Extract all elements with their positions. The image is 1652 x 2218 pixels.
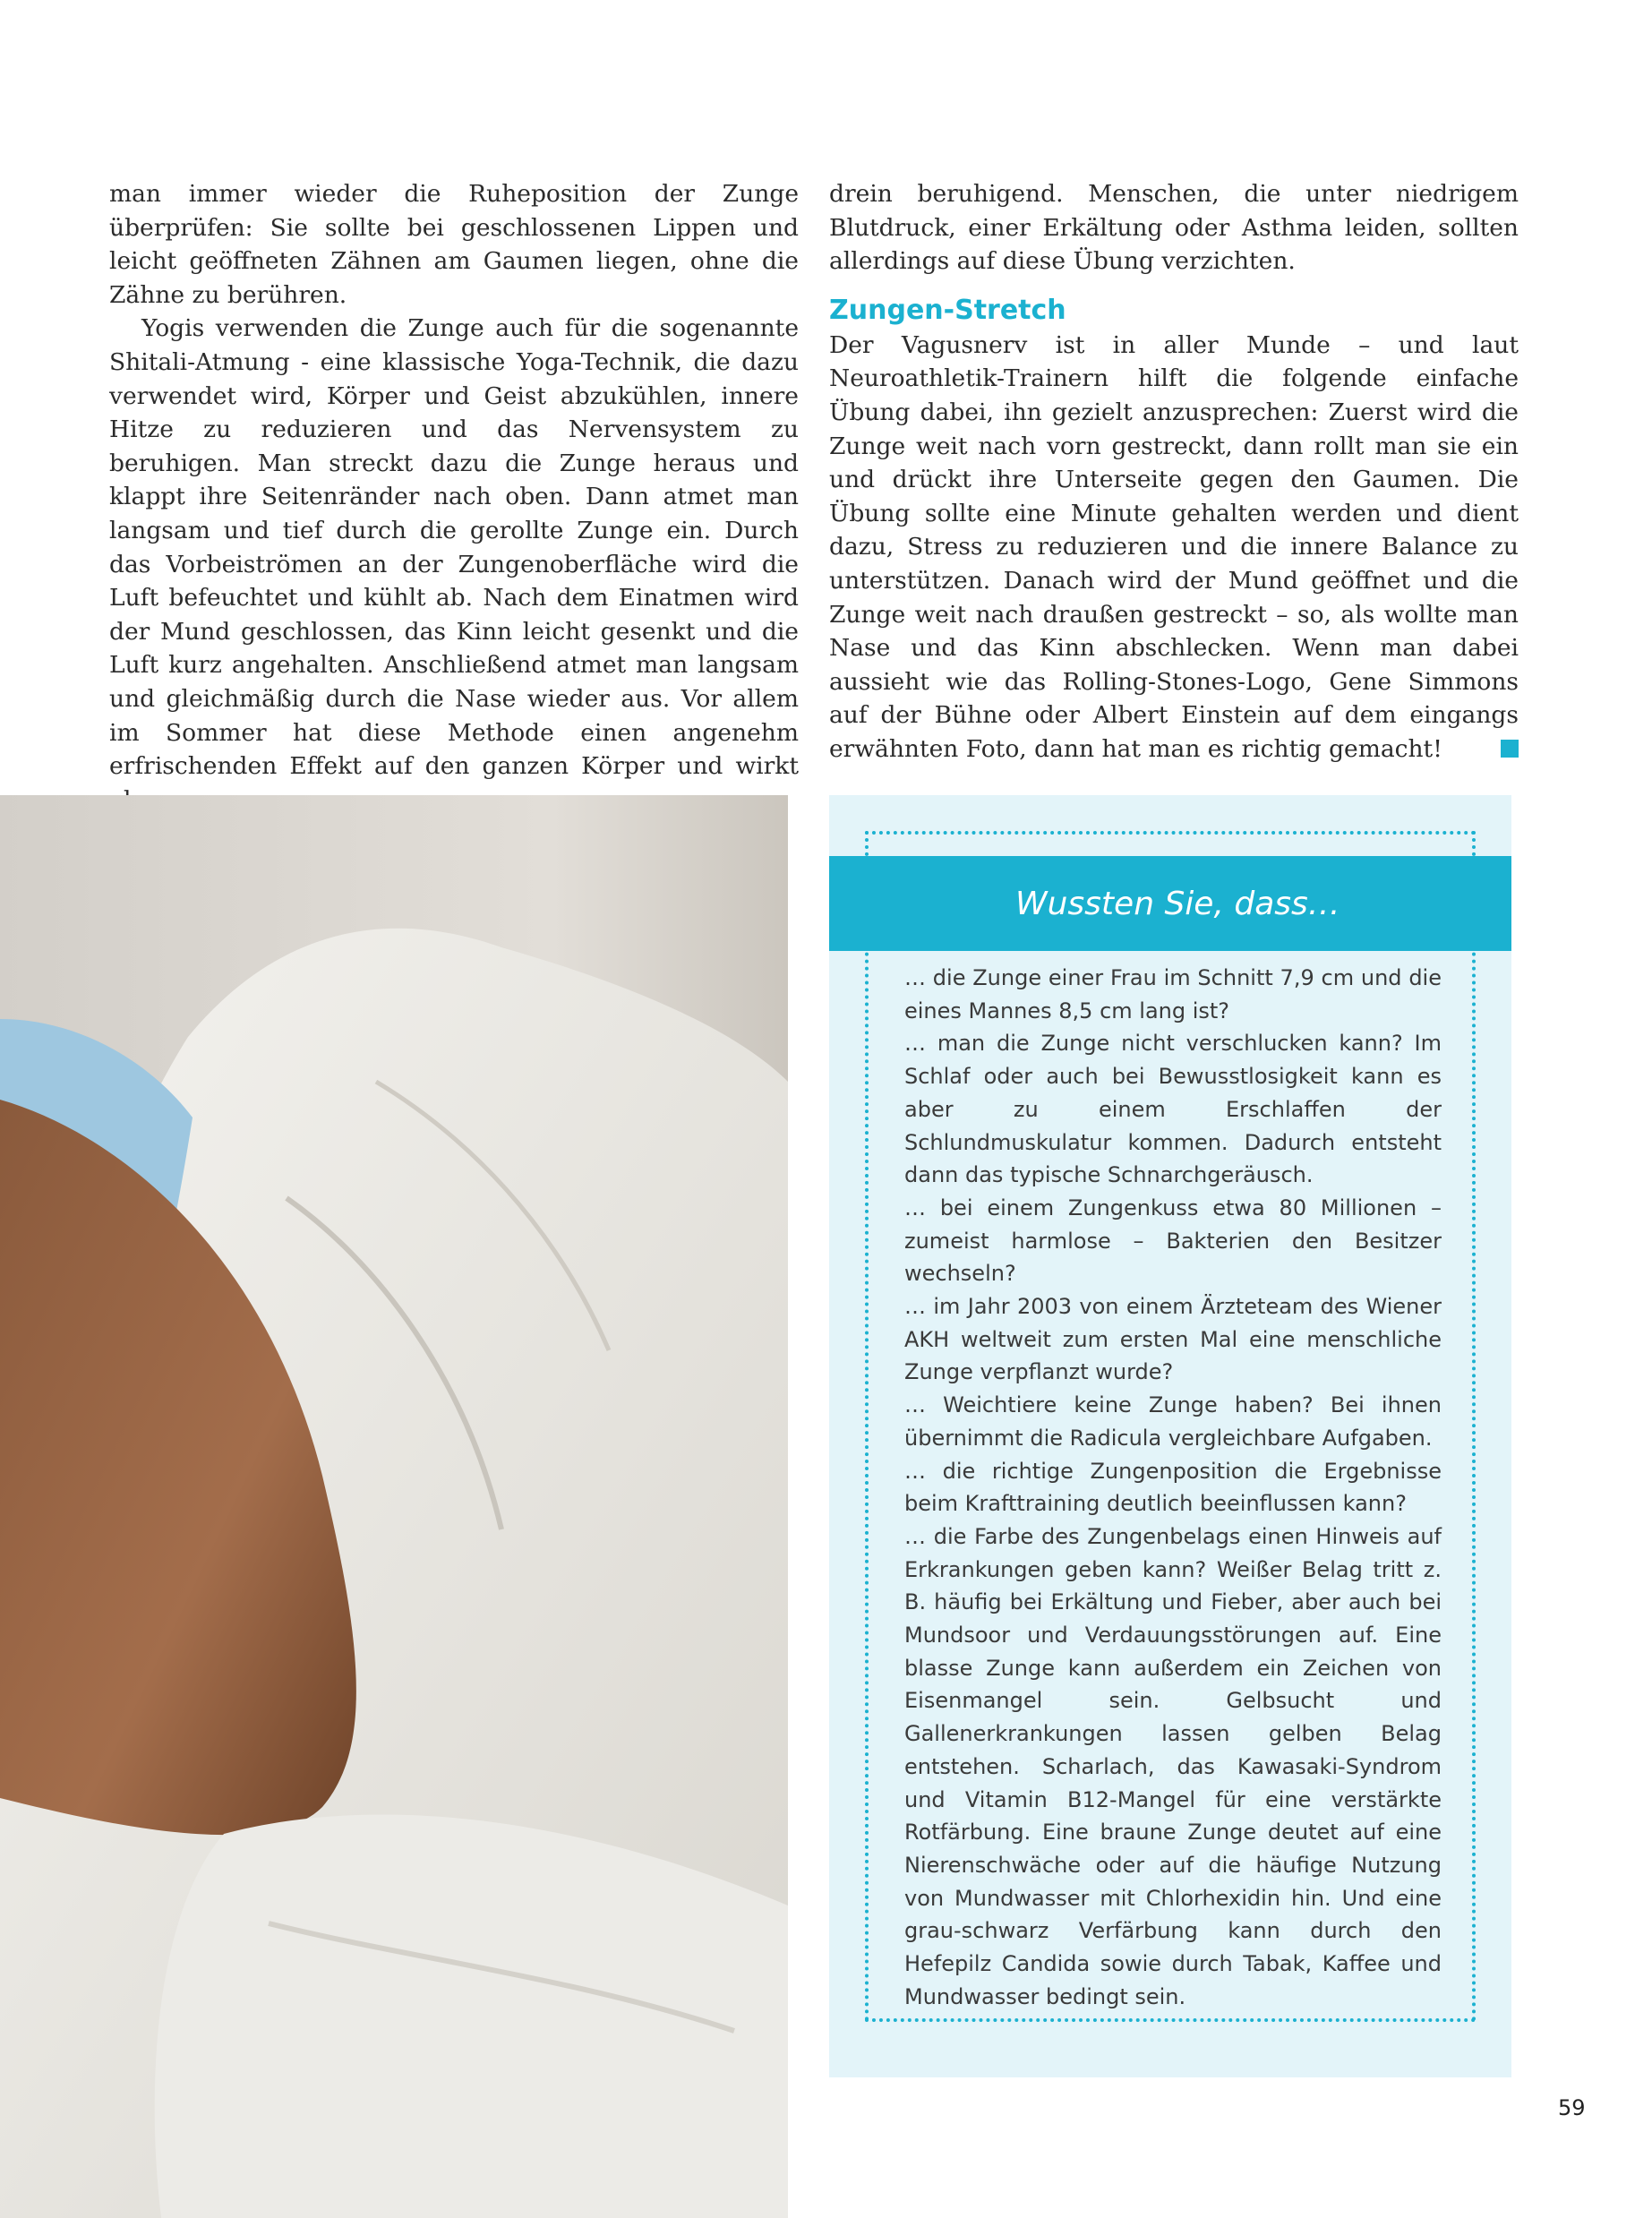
fact-item: … die richtige Zungenposition die Ergebnisse beim Krafttraining deutlich beeinflussen kann? — [904, 1458, 1442, 1517]
end-mark-icon — [1501, 740, 1519, 758]
fact-item: … bei einem Zungenkuss etwa 80 Millionen – zumeist harmlose – Bakterien den Besitzer wechseln? — [904, 1195, 1442, 1287]
paragraph — [829, 329, 1519, 766]
photo — [0, 795, 788, 2218]
fact-item: … Weichtiere keine Zunge haben? Bei ihnen übernimmt die Radicula vergleichbare Aufgaben. — [904, 1392, 1442, 1451]
paragraph-text: Der Vagusnerv ist in aller Munde – und laut Neuroathletik-Trainern hilft die folgende einfache Übung dabei, ihn gezielt anzusprechen: Zuerst wird die Zunge weit nach vorn gestreckt, dann rollt man sie ein und drückt ihre Unterseite gegen den Gaumen. Die Übung sollte eine Minute gehalten werden und dient dazu, Stress zu reduzieren und die innere Balance zu unterstützen. Danach wird der Mund geöffnet und die Zunge weit nach draußen gestreckt – so, als wollte man Nase und das Kinn abschlecken. Wenn man dabei aussieht wie das Rolling-Stones-Logo, Gene Simmons auf der Bühne oder Albert Einstein auf dem eingangs erwähnten Foto, dann hat man es richtig gemacht! — [829, 330, 1519, 763]
facts-list — [904, 962, 1442, 2014]
section-heading: Zungen-Stretch — [829, 294, 1066, 326]
paragraph: drein beruhigend. Menschen, die unter niedrigem Blutdruck, einer Erkältung oder Asthma leiden, sollten allerdings auf diese Übung verzichten. — [829, 180, 1519, 276]
left-column — [109, 177, 799, 817]
fact-item: … die Zunge einer Frau im Schnitt 7,9 cm und die eines Mannes 8,5 cm lang ist? — [904, 965, 1442, 1023]
paragraph: Yogis verwenden die Zunge auch für die sogenannte Shitali-Atmung - eine klassische Yoga-Technik, die dazu verwendet wird, Körper und Geist abzukühlen, innere Hitze zu reduzieren und das Nervensystem zu beruhigen. Man streckt dazu die Zunge heraus und klappt ihre Seitenränder nach oben. Dann atmet man langsam und tief durch die gerollte Zunge ein. Durch das Vorbeiströmen an der Zungenoberfläche wird die Luft befeuchtet und kühlt ab. Nach dem Einatmen wird der Mund geschlossen, das Kinn leicht gesenkt und die Luft kurz angehalten. Anschließend atmet man langsam und gleichmäßig durch die Nase wieder aus. Vor allem im Sommer hat diese Methode einen angenehm erfrischenden Effekt auf den ganzen Körper und wirkt — [109, 314, 799, 781]
sleeping-person-illustration — [0, 795, 788, 2218]
right-column — [829, 177, 1519, 766]
fact-item: … man die Zunge nicht verschlucken kann? Im Schlaf oder auch bei Bewusstlosigkeit kann es aber zu einem Erschlaffen der Schlundmuskulatur kommen. Dadurch entsteht dann das typische Schnarchgeräusch. — [904, 1031, 1442, 1188]
paragraph: man immer wieder die Ruheposition der Zunge überprüfen: Sie sollte bei geschlossenen Lippen und leicht geöffneten Zähnen am Gaumen liegen, ohne die Zähne zu berühren. — [109, 180, 799, 309]
page-number: 59 — [1558, 2095, 1586, 2120]
fact-item: … die Farbe des Zungenbelags einen Hinweis auf Erkrankungen geben kann? Weißer Belag tritt z. B. häufig bei Erkältung und Fieber, aber auch bei Mundsoor und Verdauungsstörungen auf. Eine blasse Zunge kann außerdem ein Zeichen von Eisenmangel sein. Gelbsucht und Gallenerkrankungen lassen gelben Belag entstehen. Scharlach, das Kawasaki-Syndrom und Vitamin B12-Mangel für eine verstärkte Rotfärbung. Eine braune Zunge deutet auf eine Nierenschwäche oder auf die häufige Nutzung von Mundwasser mit Chlorhexidin hin. Und eine grau-schwarz Verfärbung kann durch den Hefepilz Candida sowie durch Tabak, Kaffee und Mundwasser bedingt sein. — [904, 1523, 1442, 2009]
info-box-title: Wussten Sie, dass… — [1015, 886, 1340, 922]
info-box — [829, 795, 1511, 2077]
info-box-banner — [829, 856, 1511, 951]
fact-item: … im Jahr 2003 von einem Ärzteteam des Wiener AKH weltweit zum ersten Mal eine menschliche Zunge verpflanzt wurde? — [904, 1294, 1442, 1385]
